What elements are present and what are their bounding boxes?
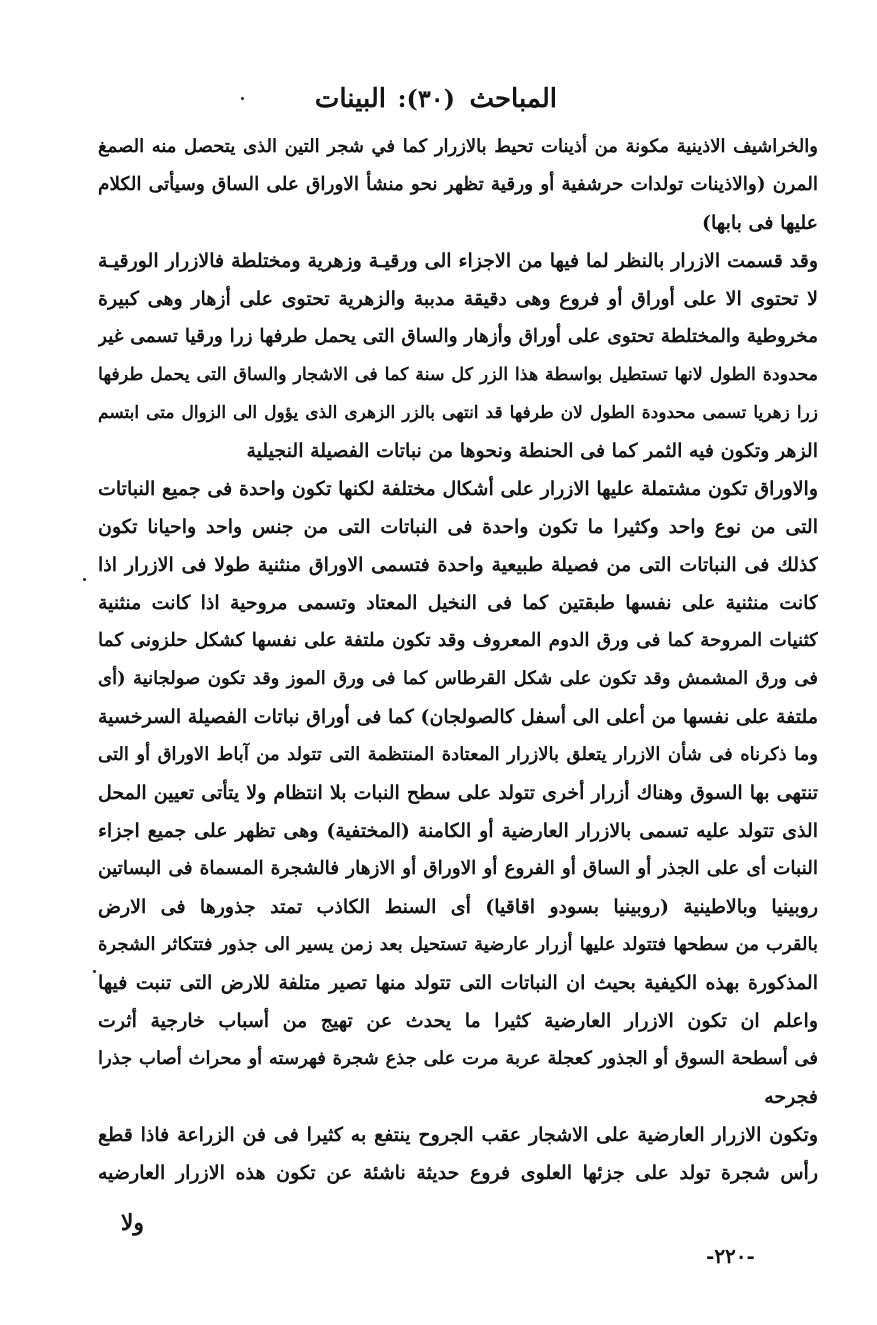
text-line: التى من نوع واحد وكثيرا ما تكون واحدة فى النباتات التى من جنس واحد واحيانا تكون bbox=[98, 516, 818, 538]
header-title: البينات bbox=[314, 84, 386, 114]
text-line: كذلك فى النباتات التى من فصيلة طبيعية واحدة فتسمى الاوراق منثنية طولا فى الازرار اذا bbox=[98, 554, 818, 576]
scan-speck bbox=[83, 578, 86, 581]
catchword: ولا bbox=[120, 1210, 144, 1236]
text-line: النبات أى على الجذر أو الساق أو الفروع أو الاوراق أو الازهار فالشجرة المسماة فى البساتين bbox=[98, 858, 818, 879]
text-line: كثنيات المروحة كما فى ورق الدوم المعروف وقد تكون ملتفة على نفسها كشكل حلزونى كما bbox=[98, 630, 818, 651]
text-line: كانت منثنية على نفسها طبقتين كما فى النخيل المعتاد وتسمى مروحية اذا كانت منثنية bbox=[98, 592, 818, 614]
scan-speck bbox=[93, 970, 96, 973]
page-number: -٢٢٠- bbox=[706, 1244, 755, 1268]
text-line: محدودة الطول لانها تستطيل بواسطة هذا الزر كل سنة كما فى الاشجار والساق التى يحمل طرفها bbox=[98, 365, 818, 385]
text-line: ملتفة على نفسها من أعلى الى أسفل كالصولجان) كما فى أوراق نباتات الفصيلة السرخسية bbox=[98, 706, 818, 728]
text-line: وتكون الازرار العارضية على الاشجار عقب الجروح ينتفع به كثيرا فى فن الزراعة فاذا قطع bbox=[98, 1124, 818, 1146]
text-line: والخراشيف الاذينية مكونة من أذينات تحيط بالازرار كما في شجر التين الذى يتحصل منه الصمغ bbox=[98, 136, 818, 157]
text-line: لا تحتوى الا على أوراق أو فروع وهى دقيقة مدببة والزهرية تحتوى على أزهار وهى كبيرة bbox=[98, 288, 818, 310]
header-number: :(٣٠) bbox=[397, 84, 455, 113]
text-line: المرن (والاذينات تولدات حرشفية أو ورقية تظهر نحو منشأ الاوراق على الساق وسيأتى الكلام bbox=[98, 174, 818, 195]
text-line: تنتهى بها السوق وهناك أزرار أخرى تتولد على سطح النبات بلا انتظام ولا يتأتى تعيين المحل bbox=[98, 782, 818, 804]
text-line: فى أسطحة السوق أو الجذور كعجلة عربة مرت على جذع شجرة فهرسته أو محراث أصاب جذرا bbox=[98, 1048, 818, 1069]
text-line: الذى تتولد عليه تسمى بالازرار العارضية أو الكامنة (المختفية) وهى تظهر على جميع اجزاء bbox=[98, 820, 818, 842]
text-line: والاوراق تكون مشتملة عليها الازرار على أشكال مختلفة لكنها تكون واحدة فى جميع النباتات bbox=[98, 478, 818, 500]
text-line: واعلم ان تكون الازرار العارضية كثيرا ما يحدث عن تهيج من أسباب خارجية أثرت bbox=[98, 1010, 818, 1032]
text-line: وما ذكرناه فى شأن الازرار يتعلق بالازرار المعتادة المنتظمة التى تتولد من آباط الاوراق أو التى bbox=[98, 744, 818, 765]
text-line: وقد قسمت الازرار بالنظر لما فيها من الاجزاء الى ورقيـة وزهرية ومختلطة فالازرار الورقيـة bbox=[98, 250, 818, 272]
text-line: مخروطية والمختلطة تحتوى على أوراق وأزهار والساق التى يحمل طرفها زرا ورقيا تسمى غير bbox=[98, 326, 818, 347]
scan-speck bbox=[241, 97, 244, 100]
text-line: المذكورة بهذه الكيفية بحيث ان النباتات التى تتولد منها تصير متلفة للارض التى تنبت فيها bbox=[98, 972, 818, 994]
text-line: الزهر وتكون فيه الثمر كما فى الحنطة ونحوها من نباتات الفصيلة النجيلية bbox=[246, 440, 818, 462]
text-line: روبينيا وبالاطينية (روبينيا بسودو اقاقيا) أى السنط الكاذب تمتد جذورها فى الارض bbox=[98, 896, 818, 918]
text-line: رأس شجرة تولد على جزئها العلوى فروع حديثة ناشئة عن تكون هذه الازرار العارضيه bbox=[98, 1162, 818, 1184]
body-text bbox=[98, 128, 818, 1192]
text-line: زرا زهريا تسمى محدودة الطول لان طرفها قد انتهى بالزر الزهرى الذى يؤول الى الزوال متى ابتسم bbox=[98, 403, 818, 423]
text-line: بالقرب من سطحها فتتولد عليها أزرار عارضية تستحيل بعد زمن يسير الى جذور فتتكاثر الشجرة bbox=[98, 934, 818, 955]
text-line: فجرحه bbox=[764, 1086, 818, 1108]
header-section: المباحث bbox=[469, 84, 557, 114]
text-line: عليها فى بابها) bbox=[702, 212, 818, 234]
running-header bbox=[0, 84, 877, 124]
text-line: فى ورق المشمش وقد تكون على شكل القرطاس كما فى ورق الموز وقد تكون صولجانية (أى bbox=[98, 668, 818, 689]
